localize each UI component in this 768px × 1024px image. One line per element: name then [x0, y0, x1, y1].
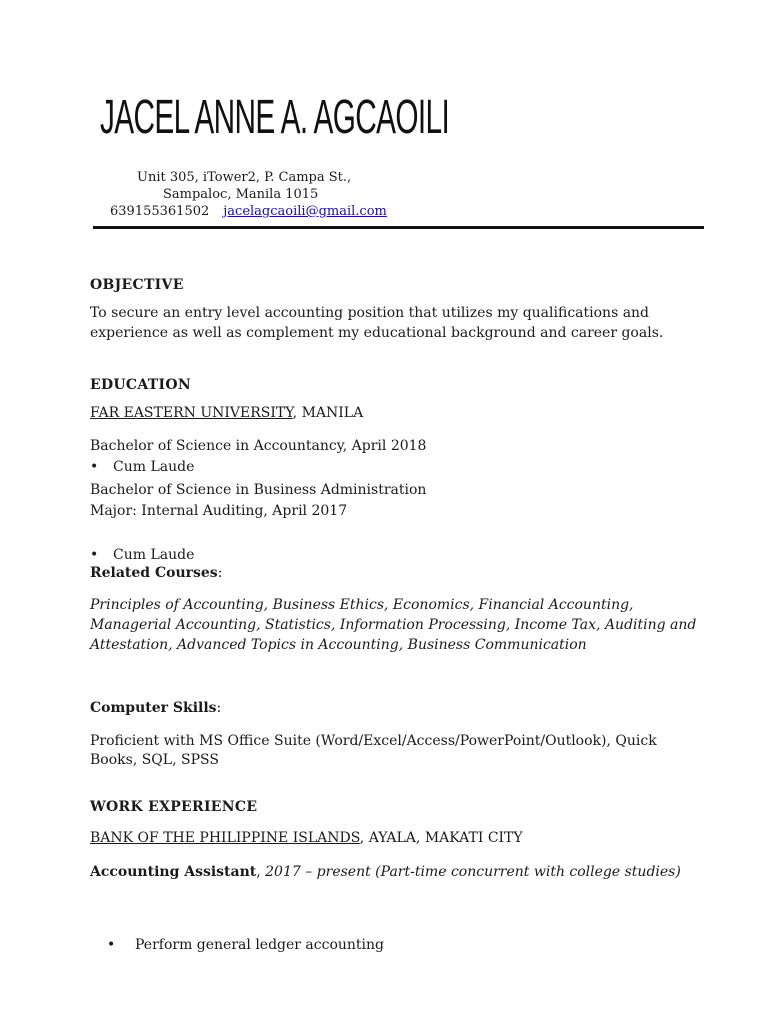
applicant-name: JACEL ANNE A. AGCAOILI [100, 91, 450, 144]
objective-heading: OBJECTIVE [90, 277, 184, 293]
header-divider [93, 226, 704, 229]
school-name: FAR EASTERN UNIVERSITY [90, 405, 293, 421]
school-location: , MANILA [292, 405, 364, 421]
major-2: Major: Internal Auditing, April 2017 [90, 503, 348, 519]
honor-1: • Cum Laude [90, 457, 733, 477]
duty-1: • Perform general ledger accounting [90, 935, 755, 955]
job-title-line: Accounting Assistant, 2017 – present (Part-time concurrent with college studies) [90, 864, 681, 880]
company-location: , AYALA, MAKATI CITY [359, 830, 523, 846]
education-heading: EDUCATION [90, 377, 191, 393]
school-line [90, 403, 710, 423]
address-line-1: Unit 305, iTower2, P. Campa St., [137, 170, 352, 185]
objective-line-2: experience as well as complement my educational background and career goals. [90, 325, 664, 341]
honor-2: • Cum Laude [90, 545, 733, 565]
objective-line-1: To secure an entry level accounting position that utilizes my qualifications and [90, 305, 650, 321]
contact-line [110, 203, 387, 220]
job-title: Accounting Assistant [90, 864, 257, 880]
computer-skills-label: Computer Skills: [90, 700, 222, 716]
degree-1: Bachelor of Science in Accountancy, April 2018 [90, 438, 427, 454]
courses-line-2: Managerial Accounting, Statistics, Information Processing, Income Tax, Auditing and [90, 617, 697, 633]
company-line [90, 828, 710, 848]
email-link[interactable]: jacelagcaoili@gmail.com [223, 204, 387, 219]
address-line-2: Sampaloc, Manila 1015 [163, 187, 319, 202]
company-name: BANK OF THE PHILIPPINE ISLANDS [90, 830, 360, 846]
related-courses-label: Related Courses: [90, 565, 223, 581]
work-experience-heading: WORK EXPERIENCE [90, 799, 258, 815]
job-period: 2017 – present (Part-time concurrent with college studies) [260, 864, 681, 880]
phone-number: 639155361502 [110, 204, 210, 219]
courses-line-3: Attestation, Advanced Topics in Accounting, Business Communication [90, 637, 587, 653]
skills-line-2: Books, SQL, SPSS [90, 752, 219, 768]
degree-2: Bachelor of Science in Business Administration [90, 482, 427, 498]
skills-line-1: Proficient with MS Office Suite (Word/Excel/Access/PowerPoint/Outlook), Quick [90, 733, 657, 749]
courses-line-1: Principles of Accounting, Business Ethics, Economics, Financial Accounting, [90, 597, 634, 613]
